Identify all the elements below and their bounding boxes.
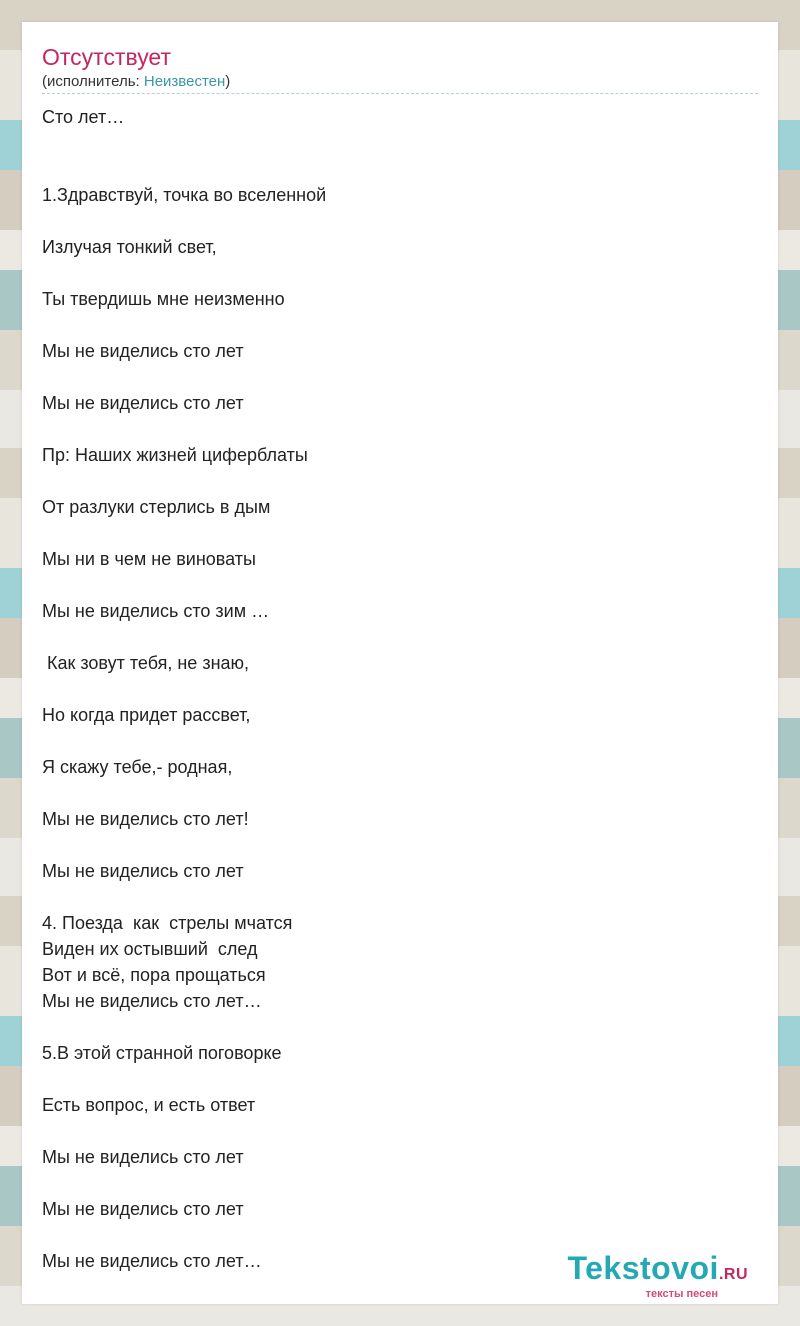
artist-line bbox=[42, 72, 230, 92]
lyric-line: 5.В этой странной поговорке bbox=[42, 1043, 282, 1063]
lyric-line bbox=[42, 468, 758, 494]
divider bbox=[42, 93, 758, 94]
lyric-line bbox=[42, 1014, 758, 1040]
artist-prefix: (исполнитель: bbox=[42, 73, 144, 90]
lyric-line bbox=[42, 416, 758, 442]
logo-tld: .RU bbox=[718, 1266, 748, 1283]
lyric-line bbox=[42, 1118, 758, 1144]
lyric-line: Мы не виделись сто лет bbox=[42, 341, 244, 361]
song-title: Отсутствует bbox=[42, 44, 171, 70]
lyric-line: Мы не виделись сто лет bbox=[42, 861, 244, 881]
lyric-line: От разлуки стерлись в дым bbox=[42, 497, 271, 517]
lyric-line bbox=[42, 832, 758, 858]
lyric-line: Сто лет… bbox=[42, 107, 125, 127]
lyric-line: Мы не виделись сто лет… bbox=[42, 1251, 262, 1271]
lyric-line bbox=[42, 1222, 758, 1248]
lyric-line bbox=[42, 780, 758, 806]
lyric-line bbox=[42, 208, 758, 234]
lyric-line bbox=[42, 520, 758, 546]
lyric-line: 4. Поезда как стрелы мчатся bbox=[42, 913, 293, 933]
logo-name: Tekstovoi bbox=[567, 1250, 719, 1286]
lyric-line: Мы не виделись сто лет bbox=[42, 1147, 244, 1167]
lyric-line bbox=[42, 1170, 758, 1196]
lyric-line bbox=[42, 156, 758, 182]
lyric-line bbox=[42, 260, 758, 286]
lyric-line: Мы не виделись сто лет… bbox=[42, 991, 262, 1011]
lyric-line: Излучая тонкий свет, bbox=[42, 237, 217, 257]
lyric-line bbox=[42, 884, 758, 910]
lyric-line: Я скажу тебе,- родная, bbox=[42, 757, 233, 777]
artist-link[interactable]: Неизвестен bbox=[143, 73, 226, 90]
lyric-line: 1.Здравствуй, точка во вселенной bbox=[42, 185, 327, 205]
lyric-line: Мы не виделись сто лет bbox=[42, 393, 244, 413]
lyric-line: Пр: Наших жизней циферблаты bbox=[42, 445, 308, 465]
lyric-line bbox=[42, 130, 758, 156]
lyric-line bbox=[42, 624, 758, 650]
lyric-line: Но когда придет рассвет, bbox=[42, 705, 251, 725]
logo-tagline: тексты песен bbox=[645, 1288, 718, 1300]
lyric-line bbox=[42, 572, 758, 598]
lyric-line: Как зовут тебя, не знаю, bbox=[42, 653, 250, 673]
lyric-line: Есть вопрос, и есть ответ bbox=[42, 1095, 256, 1115]
lyrics-text bbox=[42, 104, 758, 1274]
lyric-line: Мы не виделись сто лет bbox=[42, 1199, 244, 1219]
lyric-line bbox=[42, 1066, 758, 1092]
lyric-line: Мы не виделись сто зим … bbox=[42, 601, 270, 621]
lyric-line bbox=[42, 312, 758, 338]
lyric-line bbox=[42, 676, 758, 702]
lyric-line bbox=[42, 728, 758, 754]
lyric-line: Ты твердишь мне неизменно bbox=[42, 289, 285, 309]
lyric-line: Мы ни в чем не виноваты bbox=[42, 549, 256, 569]
lyric-line: Вот и всё, пора прощаться bbox=[42, 965, 266, 985]
lyric-line: Мы не виделись сто лет! bbox=[42, 809, 249, 829]
site-logo[interactable] bbox=[567, 1251, 748, 1300]
artist-suffix: ) bbox=[225, 73, 231, 90]
lyric-line: Виден их остывший след bbox=[42, 939, 258, 959]
lyric-line bbox=[42, 364, 758, 390]
lyrics-card bbox=[22, 22, 778, 1304]
